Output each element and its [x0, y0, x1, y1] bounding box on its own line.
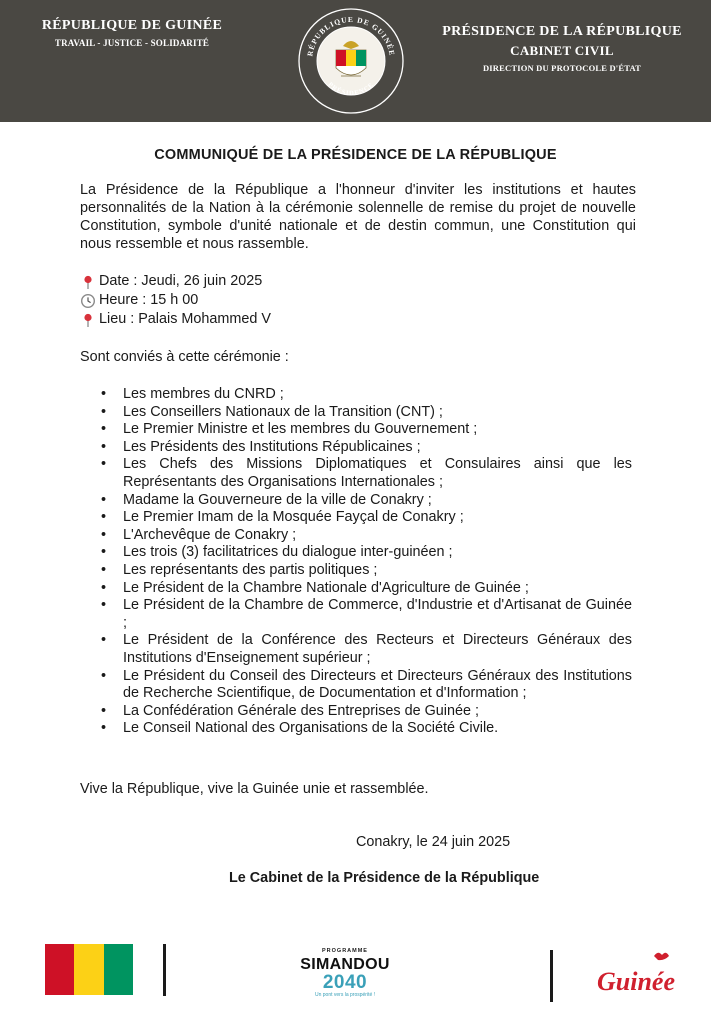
simandou-2040-logo	[286, 948, 404, 1004]
list-item: • Le Président de la Conférence des Recteurs et Directeurs Généraux des Institutions d'Enseignement supérieur ;	[123, 632, 632, 667]
protocol-department: DIRECTION DU PROTOCOLE D'ÉTAT	[482, 63, 642, 73]
location-pin-icon	[80, 312, 96, 328]
list-item: • Madame la Gouverneure de la ville de Conakry ;	[123, 492, 632, 510]
presidential-seal	[296, 6, 406, 116]
cabinet-title: CABINET CIVIL	[510, 43, 614, 58]
guinee-brand-logo	[584, 948, 688, 1000]
presidency-title: PRÉSIDENCE DE LA RÉPUBLIQUE	[442, 24, 682, 39]
clock-icon	[80, 293, 96, 309]
flag-yellow-stripe	[74, 944, 103, 995]
list-item: • Les trois (3) facilitatrices du dialogue inter-guinéen ;	[123, 544, 632, 562]
program-label: PROGRAMME	[322, 948, 368, 954]
header-left-block	[22, 18, 242, 48]
country-name: RÉPUBLIQUE DE GUINÉE	[41, 18, 223, 33]
national-motto: TRAVAIL - JUSTICE - SOLIDARITÉ	[54, 38, 210, 48]
signature-line: Le Cabinet de la Présidence de la République	[229, 870, 540, 886]
flag-red-stripe	[45, 944, 74, 995]
list-item: • Le Président de la Chambre Nationale d'Agriculture de Guinée ;	[123, 580, 632, 598]
closing-statement: Vive la République, vive la Guinée unie et rassemblée.	[80, 781, 429, 797]
seal-bottom-text: PRÉSIDENCE	[326, 81, 376, 98]
list-item: • Les Présidents des Institutions Républicaines ;	[123, 439, 632, 457]
communique-title: COMMUNIQUÉ DE LA PRÉSIDENCE DE LA RÉPUBLIQUE	[154, 147, 557, 163]
invitees-heading: Sont conviés à cette cérémonie :	[80, 349, 289, 365]
place-and-date: Conakry, le 24 juin 2025	[356, 834, 511, 850]
list-item: • Le Président de la Chambre de Commerce, d'Industrie et d'Artisanat de Guinée ;	[123, 597, 632, 632]
program-name: SIMANDOU	[300, 956, 390, 973]
program-year: 2040	[322, 972, 368, 993]
event-time: Heure : 15 h 00	[99, 292, 199, 308]
intro-paragraph: La Présidence de la République a l'honneur d'inviter les institutions et hautes personnalités de la Nation à la cérémonie solennelle de remise du projet de nouvelle Constitution, symbole d'unité nationale et de destin commun, une Constitution qui nous ressemble et nous rassemble.	[80, 182, 636, 252]
list-item: • Les représentants des partis politiques ;	[123, 562, 632, 580]
invitees-list	[123, 386, 632, 738]
event-time-row	[80, 291, 271, 310]
program-tagline: Un pont vers la prospérité !	[314, 992, 376, 998]
event-venue-row	[80, 310, 271, 329]
list-item: • Les membres du CNRD ;	[123, 386, 632, 404]
brand-text: Guinée	[597, 967, 675, 996]
letterhead-header	[0, 0, 711, 122]
event-details	[80, 272, 271, 329]
list-item: • Le Conseil National des Organisations de la Société Civile.	[123, 720, 632, 738]
seal-top-text: RÉPUBLIQUE DE GUINÉE	[305, 14, 397, 57]
location-pin-icon	[80, 274, 96, 290]
list-item: • Les Conseillers Nationaux de la Transition (CNT) ;	[123, 404, 632, 422]
guinea-flag	[45, 944, 133, 995]
footer-divider	[163, 944, 166, 996]
list-item: • Le Premier Imam de la Mosquée Fayçal de Conakry ;	[123, 509, 632, 527]
flag-green-stripe	[104, 944, 133, 995]
list-item: • Les Chefs des Missions Diplomatiques et Consulaires ainsi que les Représentants des Organisations Internationales ;	[123, 456, 632, 491]
header-right-block	[431, 24, 693, 73]
list-item: • Le Président du Conseil des Directeurs et Directeurs Généraux des Institutions de Recherche Scientifique, de Documentation et d'Information ;	[123, 668, 632, 703]
list-item: • Le Premier Ministre et les membres du Gouvernement ;	[123, 421, 632, 439]
list-item: • L'Archevêque de Conakry ;	[123, 527, 632, 545]
event-date-row	[80, 272, 271, 291]
event-venue: Lieu : Palais Mohammed V	[99, 311, 271, 327]
flame-icon	[654, 953, 669, 960]
event-date: Date : Jeudi, 26 juin 2025	[99, 273, 263, 289]
list-item: • La Confédération Générale des Entreprises de Guinée ;	[123, 703, 632, 721]
footer-divider	[550, 950, 553, 1002]
